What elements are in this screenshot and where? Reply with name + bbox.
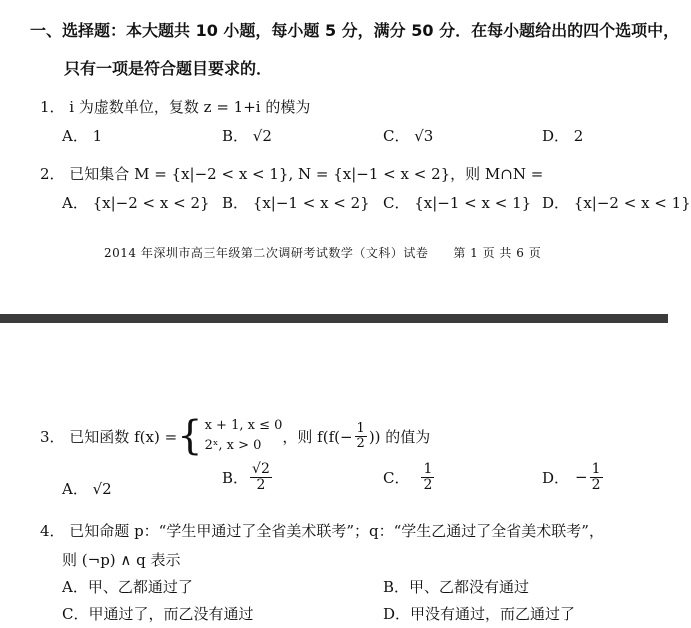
question-3-fraction (355, 422, 367, 450)
question-2-option-d: D． {x|−2 < x < 1} (542, 194, 691, 212)
question-2-option-b: B． {x|−1 < x < 2} (222, 194, 370, 212)
question-1-stem: 1． i 为虚数单位，复数 z = 1+i 的模为 (40, 98, 311, 116)
option-d-label: D． (542, 468, 570, 487)
piecewise-cases (203, 416, 283, 456)
fraction-denominator: 2 (356, 435, 365, 451)
question-3-tail: )) 的值为 (368, 427, 431, 446)
question-4-stem-line2: 则 (¬p) ∧ q 表示 (62, 551, 181, 569)
question-1-option-d: D． 2 (542, 127, 584, 145)
fraction-numerator: 1 (591, 461, 601, 477)
fraction-numerator: 1 (356, 420, 365, 436)
option-b-fraction (250, 462, 272, 492)
question-1-option-c: C． √3 (383, 127, 434, 145)
question-2-option-a: A． {x|−2 < x < 2} (62, 194, 210, 212)
brace-symbol: { (177, 413, 203, 459)
question-4-option-b: B．甲、乙都没有通过 (383, 578, 530, 596)
question-2-option-c: C． {x|−1 < x < 1} (383, 194, 532, 212)
fraction-denominator: 2 (591, 476, 601, 493)
question-2-stem: 2． 已知集合 M = {x|−2 < x < 1}, N = {x|−1 < x < 2}，则 M∩N = (40, 165, 544, 183)
option-c-label: C． (383, 468, 410, 487)
question-4-option-d: D．甲没有通过，而乙通过了 (383, 605, 576, 623)
piecewise-case-2: 2ˣ, x > 0 (204, 438, 262, 453)
question-1-option-b: B． √2 (222, 127, 272, 145)
page-separator (0, 314, 668, 323)
question-4-stem: 4． 已知命题 p：“学生甲通过了全省美术联考”；q：“学生乙通过了全省美术联考”， (40, 522, 604, 540)
fraction-numerator: 1 (423, 461, 433, 477)
question-3-option-c (383, 462, 436, 492)
question-3-option-a: A． √2 (62, 480, 112, 498)
question-3-stem (40, 410, 430, 462)
piecewise-case-1: x + 1, x ≤ 0 (204, 417, 283, 433)
option-b-label: B． (222, 468, 249, 487)
question-4-option-a: A．甲、乙都通过了 (62, 578, 193, 596)
option-d-fraction (590, 462, 603, 492)
fraction-numerator: √2 (252, 461, 270, 477)
question-4-option-c: C．甲通过了，而乙没有通过 (62, 605, 254, 623)
section-heading-line1: 一、选择题：本大题共 10 小题，每小题 5 分，满分 50 分．在每小题给出的四个选项中， (30, 21, 680, 40)
fraction-denominator: 2 (423, 476, 433, 493)
fraction-denominator: 2 (256, 476, 266, 493)
question-3-mid: ，则 f(f(− (282, 427, 353, 446)
question-3-option-d (542, 462, 605, 492)
page-footer: 2014 年深圳市高三年级第二次调研考试数学（文科）试卷 第 1 页 共 6 页 (104, 246, 542, 260)
question-3-option-b (222, 462, 274, 492)
section-heading-line2: 只有一项是符合题目要求的． (64, 59, 273, 78)
question-3-lead: 3． 已知函数 f(x) = (40, 427, 178, 446)
question-1-option-a: A． 1 (62, 127, 103, 145)
option-c-fraction (421, 462, 434, 492)
option-d-sign: − (575, 468, 588, 487)
